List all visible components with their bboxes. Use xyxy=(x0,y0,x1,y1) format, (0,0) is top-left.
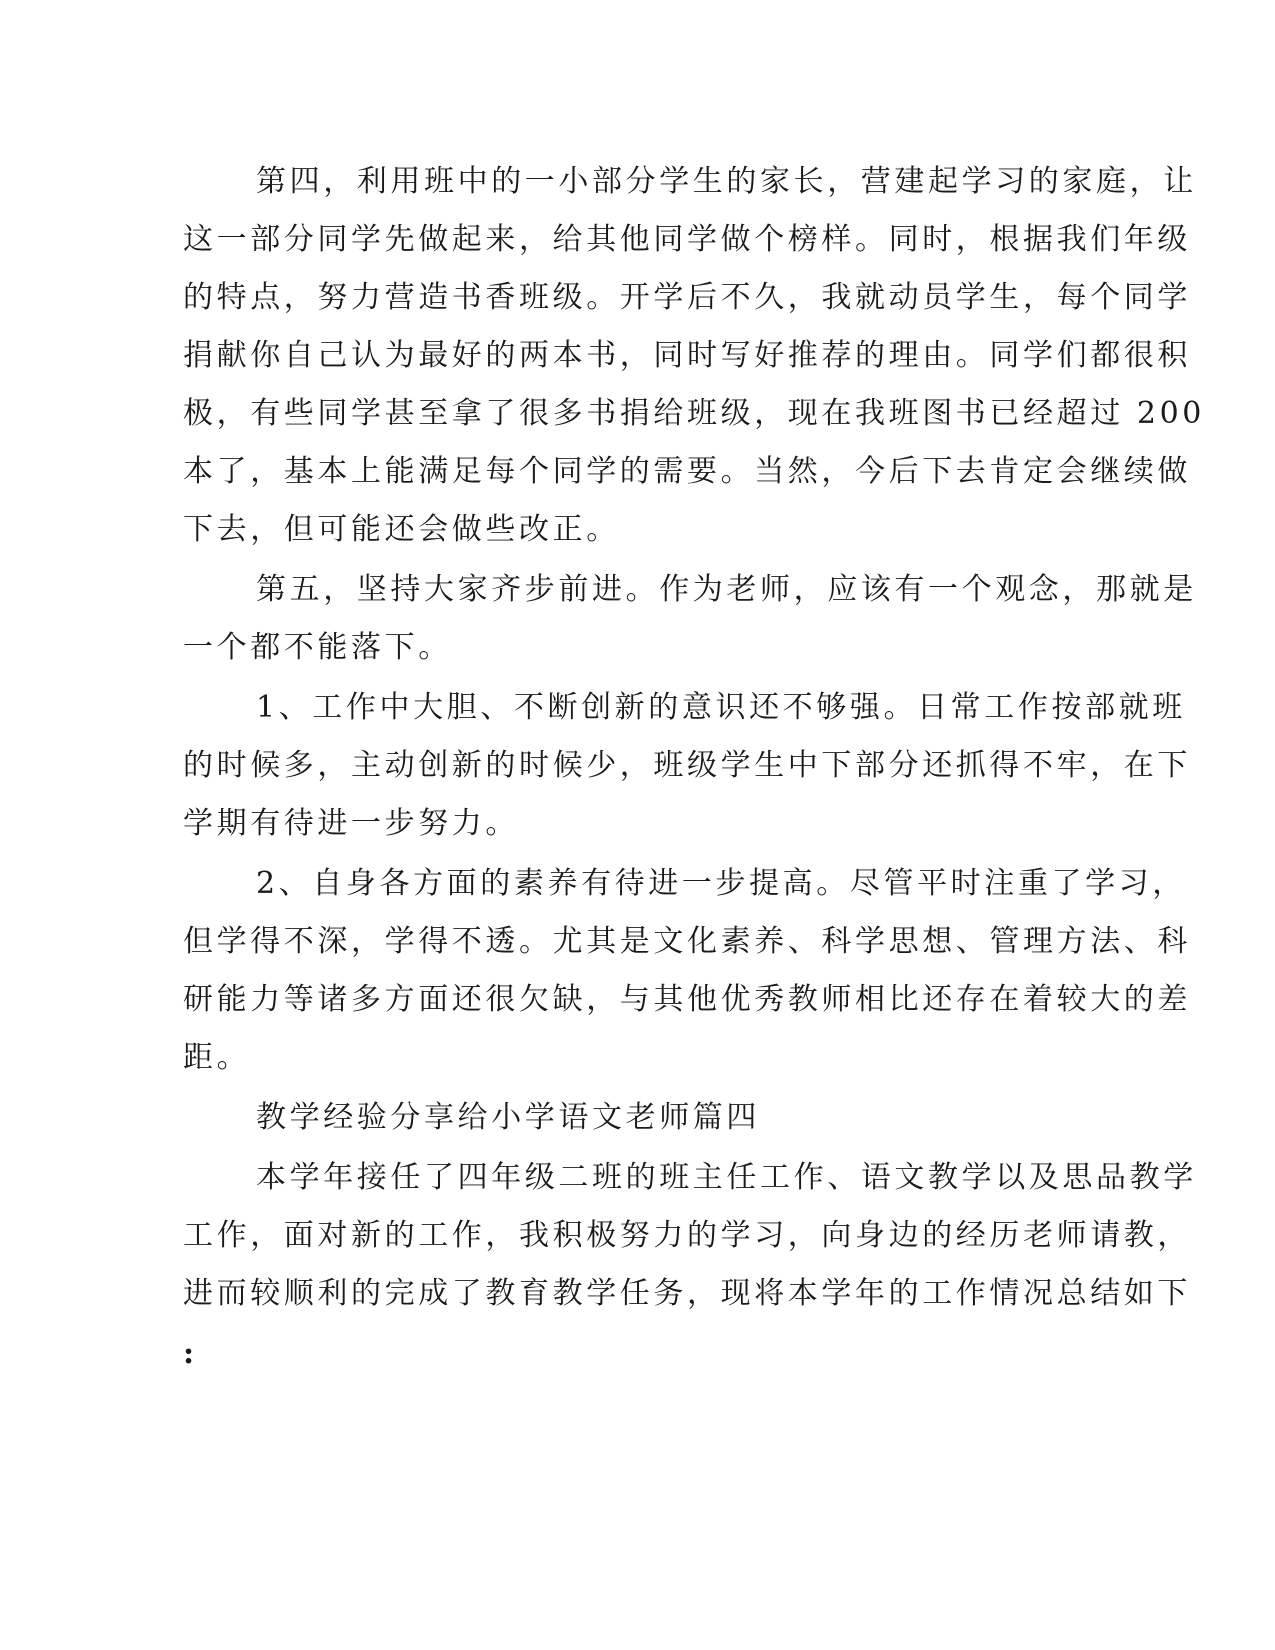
text-line: 一个都不能落下。 xyxy=(183,630,452,665)
text-line: 距。 xyxy=(183,1040,251,1075)
text-line: 的特点，努力营造书香班级。开学后不久，我就动员学生，每个同学 xyxy=(183,280,1191,315)
text-line: 这一部分同学先做起来，给其他同学做个榜样。同时，根据我们年级 xyxy=(183,222,1191,257)
text-line: 1、工作中大胆、不断创新的意识还不够强。日常工作按部就班 xyxy=(256,690,1186,725)
text-line: 本学年接任了四年级二班的班主任工作、语文教学以及思品教学 xyxy=(256,1160,1197,1195)
section-heading: 教学经验分享给小学语文老师篇四 xyxy=(256,1100,760,1135)
text-line: 第五，坚持大家齐步前进。作为老师，应该有一个观念，那就是 xyxy=(256,572,1197,607)
text-line: 学期有待进一步努力。 xyxy=(183,806,519,841)
text-line: 工作，面对新的工作，我积极努力的学习，向身边的经历老师请教， xyxy=(183,1218,1191,1253)
text-line: 进而较顺利的完成了教育教学任务，现将本学年的工作情况总结如下 xyxy=(183,1276,1191,1311)
text-line: 捐献你自己认为最好的两本书，同时写好推荐的理由。同学们都很积 xyxy=(183,338,1191,373)
text-line: 极，有些同学甚至拿了很多书捐给班级，现在我班图书已经超过 200 xyxy=(183,396,1205,431)
text-line: 下去，但可能还会做些改正。 xyxy=(183,512,620,547)
text-line: 2、自身各方面的素养有待进一步提高。尽管平时注重了学习， xyxy=(256,866,1186,901)
text-line: 但学得不深，学得不透。尤其是文化素养、科学思想、管理方法、科 xyxy=(183,924,1191,959)
text-line: : xyxy=(183,1336,198,1371)
text-line: 第四，利用班中的一小部分学生的家长，营建起学习的家庭，让 xyxy=(256,164,1197,199)
text-line: 的时候多，主动创新的时候少，班级学生中下部分还抓得不牢，在下 xyxy=(183,748,1191,783)
text-line: 研能力等诸多方面还很欠缺，与其他优秀教师相比还存在着较大的差 xyxy=(183,982,1191,1017)
text-line: 本了，基本上能满足每个同学的需要。当然，今后下去肯定会继续做 xyxy=(183,454,1191,489)
